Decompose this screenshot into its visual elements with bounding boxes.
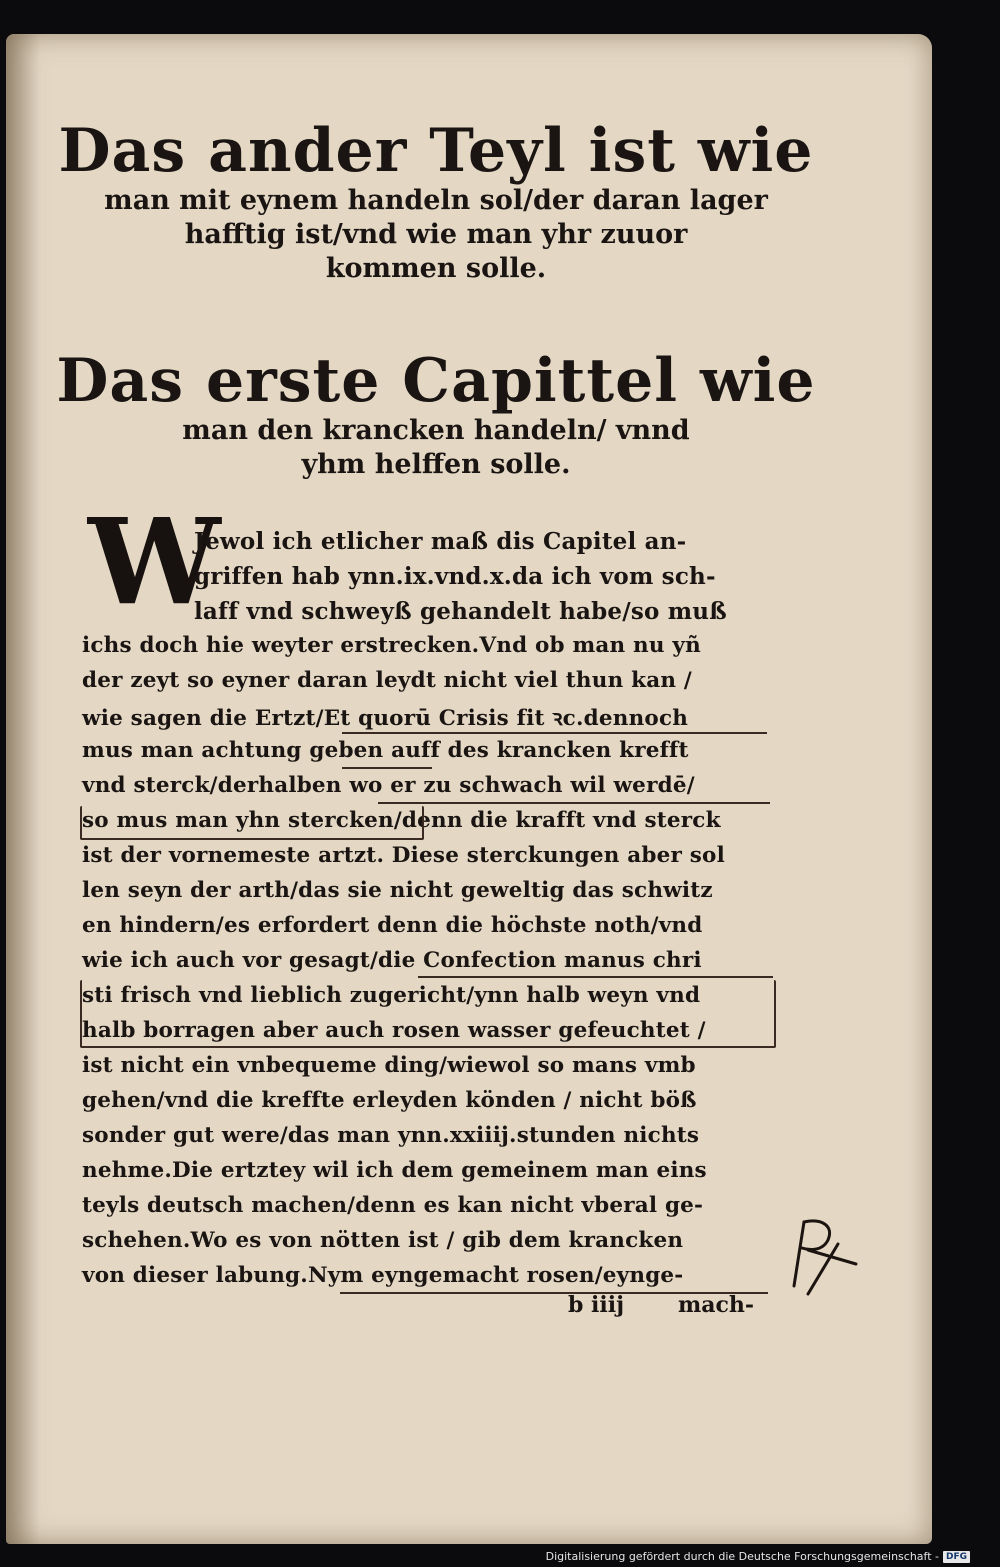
- handwritten-bracket: [80, 806, 424, 840]
- body-line: vnd sterck/derhalben wo er zu schwach wil werdē/: [82, 773, 695, 798]
- body-line: wie ich auch vor gesagt/die Confection manus chri: [82, 948, 702, 973]
- body-line: der zeyt so eyner daran leydt nicht viel thun kan /: [82, 668, 692, 693]
- chapter-subheading-2: [6, 414, 866, 482]
- drop-cap-initial: W: [88, 492, 221, 631]
- body-line: len seyn der arth/das sie nicht geweltig das schwitz: [82, 878, 713, 903]
- handwritten-underline: [342, 732, 767, 734]
- book-page: [6, 34, 932, 1544]
- body-line: halb borragen aber auch rosen wasser gefeuchtet /: [82, 1018, 706, 1043]
- chapter-heading-1: Das ander Teyl ist wie: [58, 116, 814, 186]
- body-line: ist der vornemeste artzt. Diese sterckungen aber sol: [82, 843, 725, 868]
- handwritten-underline: [378, 802, 770, 804]
- subheading-2-line: yhm helffen solle.: [301, 449, 571, 480]
- body-line: von dieser labung.Nym eyngemacht rosen/eynge-: [82, 1263, 684, 1288]
- body-line: so mus man yhn stercken/denn die krafft vnd sterck: [82, 808, 721, 833]
- subheading-1-line: man mit eynem handeln sol/der daran lager: [104, 185, 768, 216]
- body-line: nehme.Die ertztey wil ich dem gemeinem man eins: [82, 1158, 707, 1183]
- chapter-subheading-1: [6, 184, 866, 286]
- dfg-logo: DFG: [943, 1551, 970, 1563]
- handwritten-underline: [418, 976, 773, 978]
- body-line: griffen hab ynn.ix.vnd.x.da ich vom sch-: [194, 563, 716, 590]
- credit-text: Digitalisierung gefördert durch die Deutsche Forschungsgemeinschaft -: [545, 1550, 939, 1563]
- body-line: en hindern/es erfordert denn die höchste noth/vnd: [82, 913, 703, 938]
- digitization-credit: [546, 1550, 970, 1563]
- catchword: mach-: [678, 1292, 755, 1318]
- subheading-2-line: man den krancken handeln/ vnnd: [182, 415, 690, 446]
- body-line: ichs doch hie weyter erstrecken.Vnd ob man nu yñ: [82, 633, 701, 658]
- signature-mark: b iiij: [568, 1292, 625, 1318]
- chapter-heading-2: Das erste Capittel wie: [56, 346, 816, 416]
- subheading-1-line: kommen solle.: [325, 253, 547, 284]
- body-line: laff vnd schweyß gehandelt habe/so muß: [194, 598, 727, 625]
- body-line: mus man achtung geben auff des krancken krefft: [82, 738, 689, 763]
- body-line: teyls deutsch machen/denn es kan nicht vberal ge-: [82, 1193, 704, 1218]
- body-line: wie sagen die Ertzt/Et quorū Crisis fit ꝛc.dennoch: [82, 706, 689, 731]
- handwritten-box: [80, 980, 776, 1048]
- handwritten-underline: [342, 767, 432, 769]
- margin-annotation-icon: [778, 1216, 868, 1296]
- body-line: schehen.Wo es von nötten ist / gib dem krancken: [82, 1228, 684, 1253]
- body-line: ist nicht ein vnbequeme ding/wiewol so mans vmb: [82, 1053, 696, 1078]
- body-line: sonder gut were/das man ynn.xxiiij.stunden nichts: [82, 1123, 700, 1148]
- body-line: gehen/vnd die kreffte erleyden könden / nicht böß: [82, 1088, 697, 1113]
- body-line: sti frisch vnd lieblich zugericht/ynn halb weyn vnd: [82, 983, 701, 1008]
- subheading-1-line: hafftig ist/vnd wie man yhr zuuor: [184, 219, 688, 250]
- body-line: Jewol ich etlicher maß dis Capitel an-: [194, 528, 687, 555]
